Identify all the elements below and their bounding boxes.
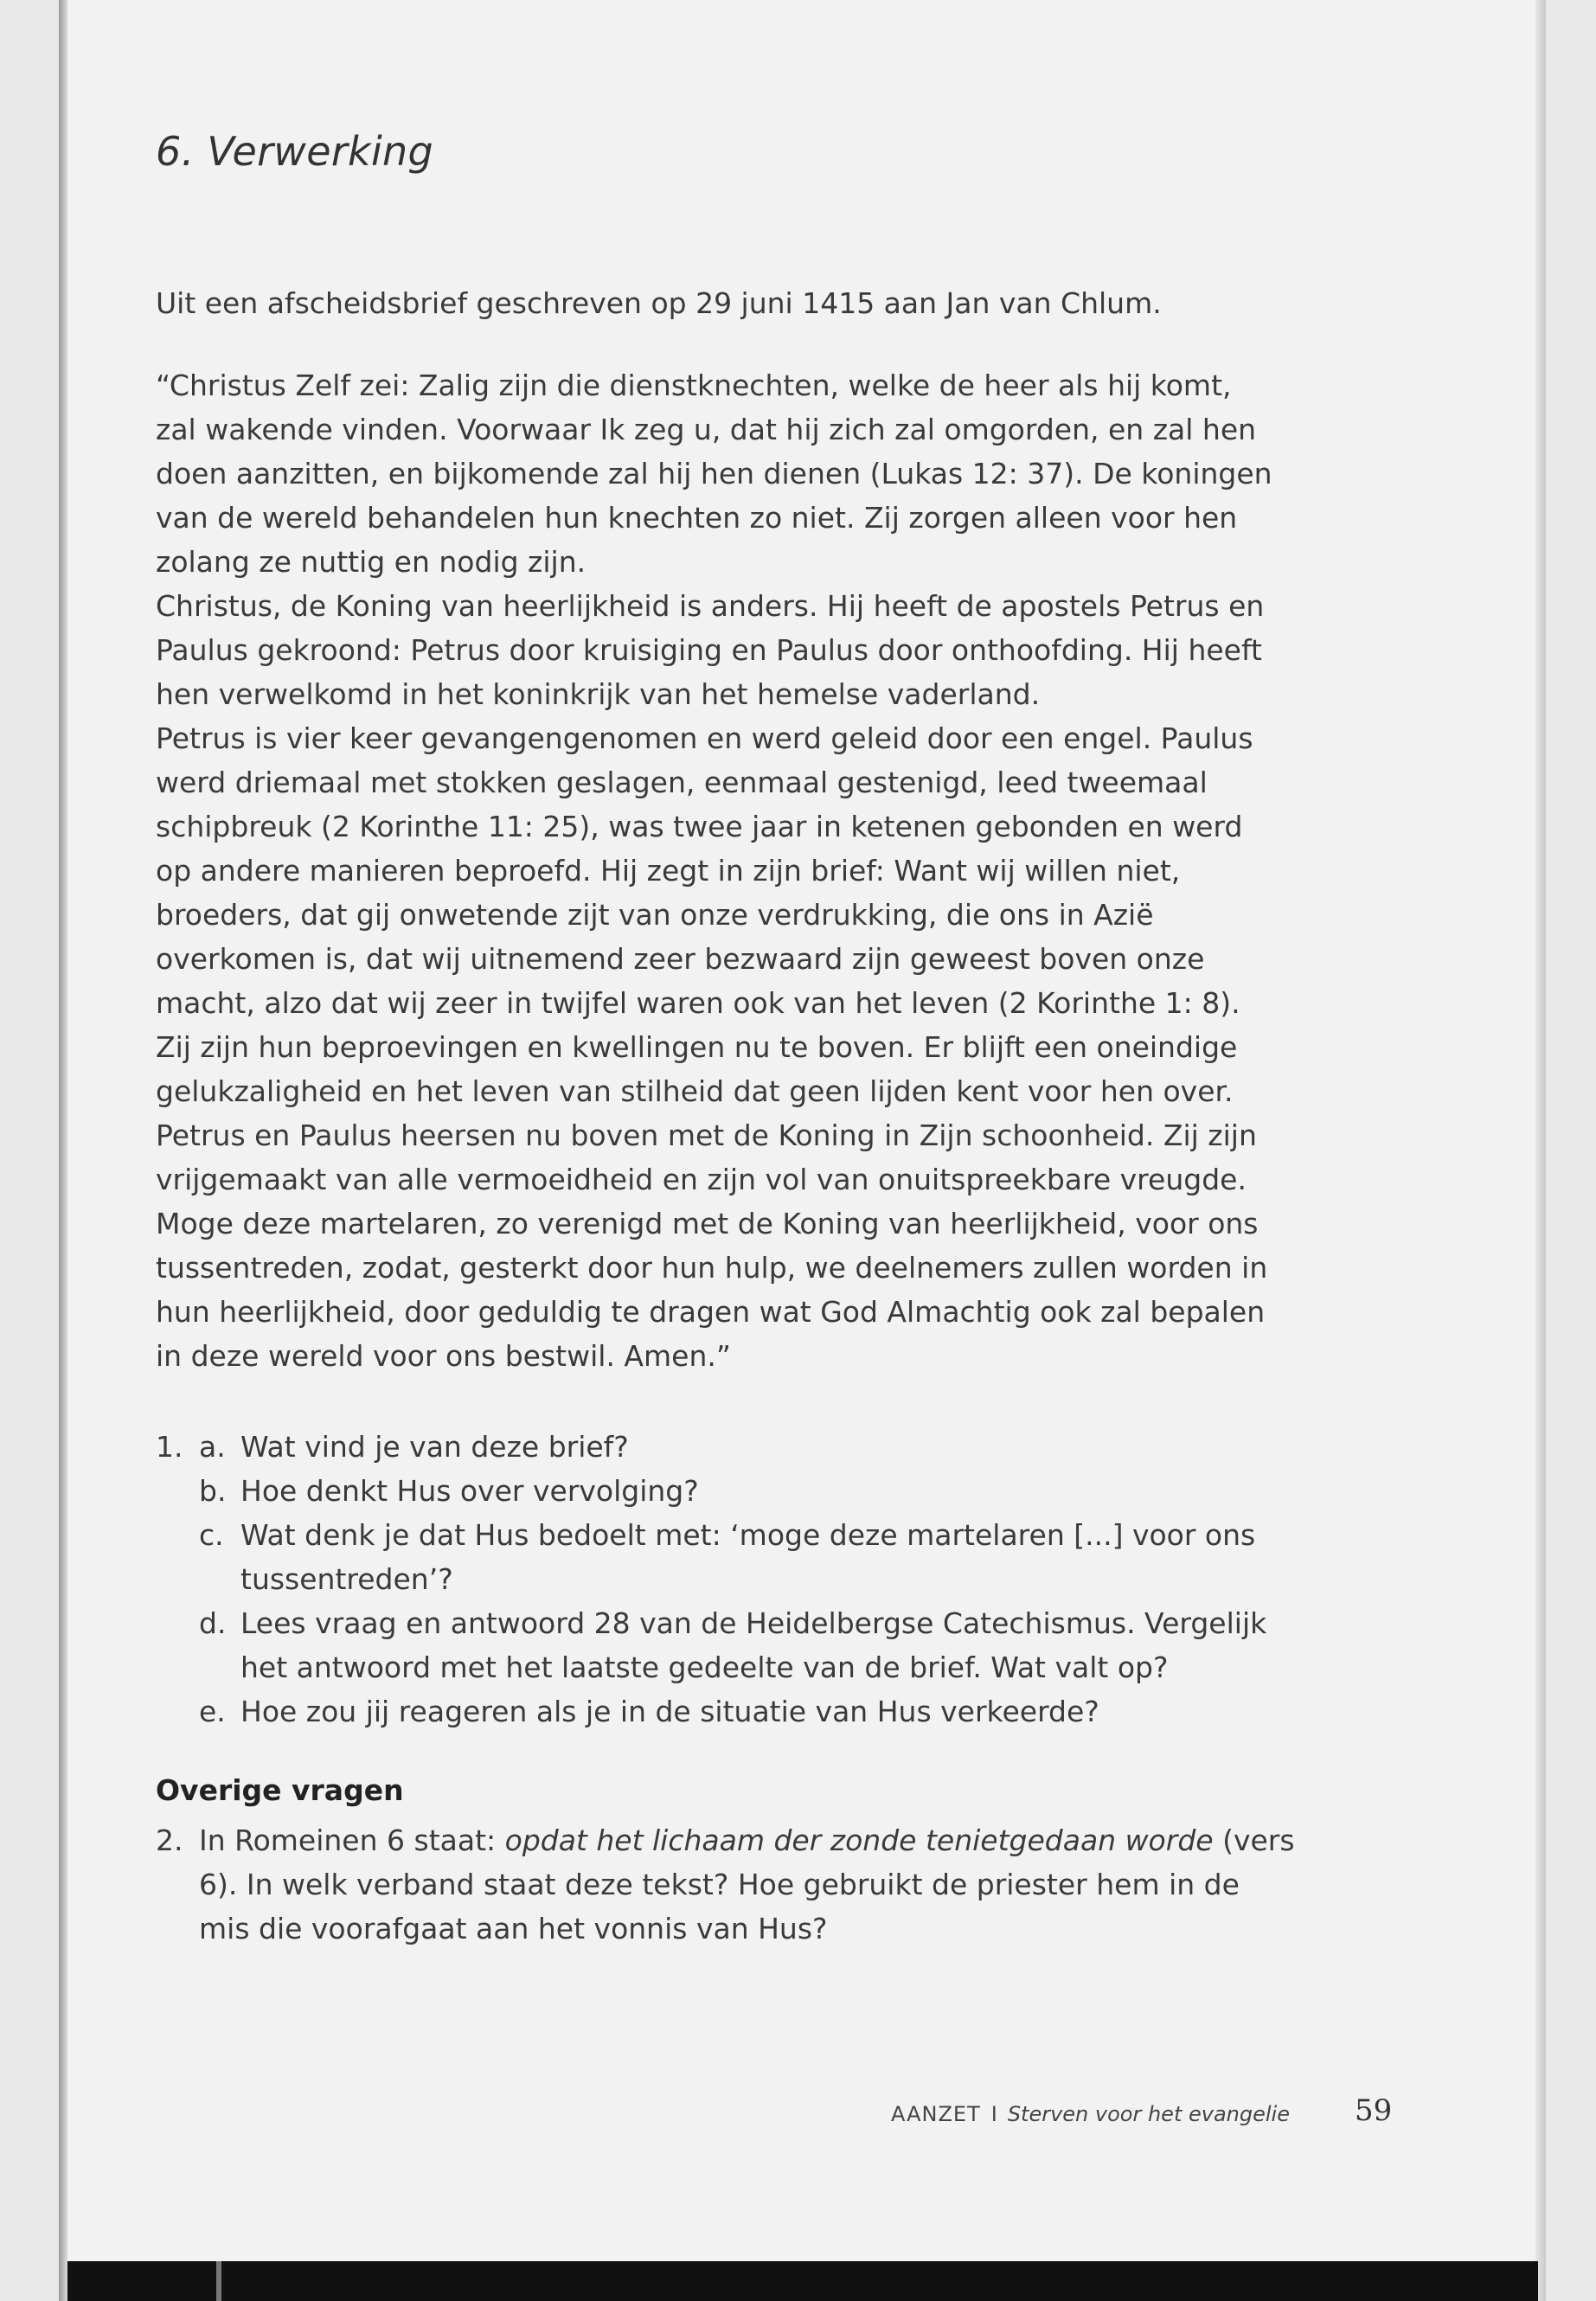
sub-question-d: [199, 1601, 1298, 1689]
question-list: [156, 1425, 1298, 1734]
sub-question-c: [199, 1513, 1298, 1601]
letter-paragraph-4: Zij zijn hun beproevingen en kwellingen nu te boven. Er blijft een oneindige gelukzaligheid en het leven van stilheid dat geen lijden kent voor hen over. Petrus en Paulus heersen nu boven met de Koning in Zijn schoonheid. Zij zijn vrijgemaakt van alle vermoeidheid en zijn vol van onuitspreekbare vreugde. Moge deze martelaren, zo verenigd met de Koning van heerlijkheid, voor ons tussentreden, zodat, gesterkt door hun hulp, we deelnemers zullen worden in hun heerlijkheid, door geduldig te dragen wat God Almachtig ook zal bepalen in deze wereld voor ons bestwil. Amen.”: [156, 1030, 1268, 1373]
sub-question-a: [199, 1425, 1298, 1469]
page-right-edge: [1535, 0, 1546, 2301]
sub-question-letter: a.: [199, 1430, 226, 1464]
page-number: 59: [1355, 2093, 1393, 2128]
sub-question-text: Lees vraag en antwoord 28 van de Heidelbergse Catechismus. Vergelijk het antwoord met het laatste gedeelte van de brief. Wat valt op?: [240, 1606, 1267, 1684]
footer-separator: I: [990, 2102, 997, 2126]
sub-question-e: [199, 1689, 1298, 1734]
page-binding-edge: [59, 0, 67, 2301]
sub-question-letter: c.: [199, 1518, 224, 1552]
chapter-title: Sterven voor het evangelie: [1007, 2102, 1290, 2126]
sub-question-text: Hoe zou jij reageren als je in de situatie van Hus verkeerde?: [240, 1695, 1099, 1728]
scan-mark: [216, 2261, 221, 2301]
question-2-rest: (vers 6). In welk verband staat deze tekst? Hoe gebruikt de priester hem in de mis die voorafgaat aan het vonnis van Hus?: [199, 1823, 1295, 1945]
intro-line: Uit een afscheidsbrief geschreven op 29 juni 1415 aan Jan van Chlum.: [156, 286, 1162, 320]
question-1: [156, 1425, 1298, 1734]
sub-question-text: Wat denk je dat Hus bedoelt met: ‘moge deze martelaren [...] voor ons tussentreden’?: [240, 1518, 1256, 1596]
question-number: 1.: [156, 1430, 183, 1464]
question-2: [156, 1818, 1298, 1951]
question-2-intro: In Romeinen 6 staat:: [199, 1823, 505, 1857]
scripture-quote: opdat het lichaam der zonde tenietgedaan worde: [504, 1823, 1214, 1857]
sub-question-b: [199, 1469, 1298, 1513]
letter-paragraph-1: “Christus Zelf zei: Zalig zijn die dienstknechten, welke de heer als hij komt, zal wakende vinden. Voorwaar Ik zeg u, dat hij zich zal omgorden, en zal hen doen aanzitten, en bijkomende zal hij hen dienen (Lukas 12: 37). De koningen van de wereld behandelen hun knechten zo niet. Zij zorgen alleen voor hen zolang ze nuttig en nodig zijn.: [156, 369, 1272, 579]
sub-question-letter: b.: [199, 1474, 227, 1508]
sub-question-text: Wat vind je van deze brief?: [240, 1430, 629, 1464]
sub-question-letter: e.: [199, 1695, 226, 1728]
scan-bottom-border: [67, 2261, 1538, 2301]
question-number: 2.: [156, 1823, 183, 1857]
letter-text: [156, 363, 1280, 1378]
running-footer: [891, 2102, 1393, 2126]
sub-question-text: Hoe denkt Hus over vervolging?: [240, 1474, 699, 1508]
letter-paragraph-3: Petrus is vier keer gevangengenomen en werd geleid door een engel. Paulus werd driemaal met stokken geslagen, eenmaal gestenigd, leed tweemaal schipbreuk (2 Korinthe 11: 25), was twee jaar in ketenen gebonden en werd op andere manieren beproefd. Hij zegt in zijn brief: Want wij willen niet, broeders, dat gij onwetende zijt van onze verdrukking, die ons in Azië overkomen is, dat wij uitnemend zeer bezwaard zijn geweest boven onze macht, alzo dat wij zeer in twijfel waren ook van het leven (2 Korinthe 1: 8).: [156, 721, 1253, 1020]
series-title: AANZET: [891, 2102, 981, 2126]
other-questions-title: Overige vragen: [156, 1773, 404, 1807]
letter-paragraph-2: Christus, de Koning van heerlijkheid is anders. Hij heeft de apostels Petrus en Paulus gekroond: Petrus door kruisiging en Paulus door onthoofding. Hij heeft hen verwelkomd in het koninkrijk van het hemelse vaderland.: [156, 589, 1265, 711]
sub-question-letter: d.: [199, 1606, 227, 1640]
section-heading: 6. Verwerking: [156, 128, 434, 175]
